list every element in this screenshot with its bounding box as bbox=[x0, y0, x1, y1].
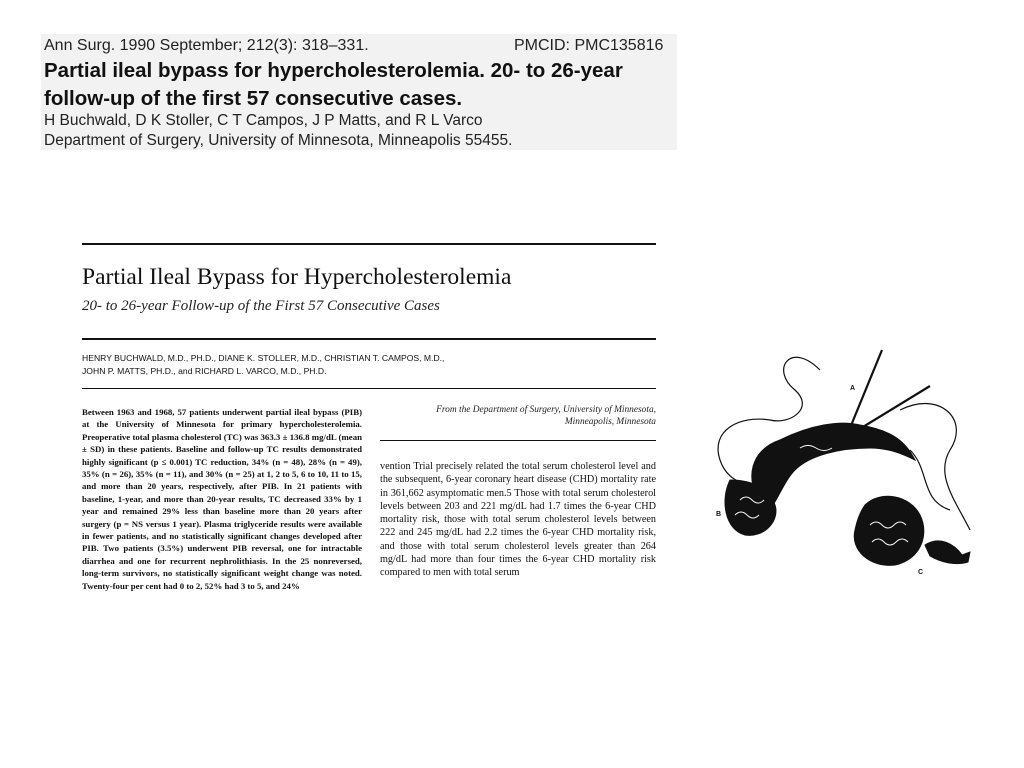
article-scan bbox=[82, 238, 657, 608]
authors-rule bbox=[82, 388, 656, 389]
bowel-drawing bbox=[700, 330, 990, 590]
affiliation-line-1: From the Department of Surgery, University of Minnesota, bbox=[436, 405, 656, 415]
label-c: C bbox=[918, 569, 924, 576]
label-b: B bbox=[716, 511, 722, 518]
citation-authors: H Buchwald, D K Stoller, C T Campos, J P Matts, and R L Varco bbox=[44, 112, 483, 129]
top-rule bbox=[82, 243, 656, 245]
journal-reference: Ann Surg. 1990 September; 212(3): 318–331. bbox=[44, 37, 369, 54]
citation-title: Partial ileal bypass for hypercholesterolemia. 20- to 26-year follow-up of the first 57 consecutive cases. bbox=[44, 59, 623, 110]
citation-header bbox=[41, 34, 677, 150]
bowel-loop-inner bbox=[910, 450, 950, 510]
affiliation-line-2: Minneapolis, Minnesota bbox=[564, 417, 656, 427]
dark-segment-right bbox=[854, 496, 924, 565]
article-title: Partial Ileal Bypass for Hypercholesterolemia bbox=[82, 264, 512, 290]
dark-segment-clamp bbox=[925, 541, 970, 564]
pmcid: PMCID: PMC135816 bbox=[514, 37, 664, 54]
article-abstract: Between 1963 and 1968, 57 patients underwent partial ileal bypass (PIB) at the University of Minnesota for primary hypercholesterolemia. Preoperative total plasma cholesterol (TC) was 363.3 ± 136.8 mg/dL (mean ± SD) in these patients. Baseline and follow-up TC results demonstrated highly significant (p ≤ 0.001) TC reduction, 34% (n = 48), 28% (n = 49), 35% (n = 26), 35% (n = 11), and 30% (n = 25) at 1, 2 to 5, 6 to 10, 11 to 15, and more than 20 years, respectively, after PIB. In 21 patients with baseline, 1-year, and more than 20-year results, TC decreased 33% by 1 year and remained 29% less than baseline more than 20 years after surgery (p = NS versus 1 year). Plasma triglyceride results were available in fewer patients, and no statistically significant changes developed after PIB. Two patients (3.5%) underwent PIB reversal, one for intractable diarrhea and one for recurrent nephrolithiasis. In the 25 nonreversed, long-term survivors, no statistically significant weight change was noted. Twenty-four per cent had 0 to 2, 52% had 3 to 5, and 24% bbox=[82, 407, 362, 591]
article-authors-line-1: HENRY BUCHWALD, M.D., PH.D., DIANE K. STOLLER, M.D., CHRISTIAN T. CAMPOS, M.D., bbox=[82, 353, 445, 363]
ileal-bypass-illustration bbox=[700, 330, 990, 590]
instrument-clamp bbox=[858, 386, 930, 430]
article-subtitle: 20- to 26-year Follow-up of the First 57 Consecutive Cases bbox=[82, 298, 440, 314]
bowel-loop-top bbox=[770, 357, 820, 421]
article-affiliation bbox=[382, 404, 656, 428]
affiliation-rule bbox=[380, 440, 656, 441]
article-authors bbox=[82, 352, 602, 378]
citation-department: Department of Surgery, University of Minnesota, Minneapolis 55455. bbox=[44, 132, 513, 149]
title-rule bbox=[82, 338, 656, 340]
article-body-text: vention Trial precisely related the total serum cholesterol level and the subsequent, 6-year coronary heart disease (CHD) mortality rate in 361,662 asymptomatic men.5 Those with total serum cholesterol levels between 203 and 221 mg/dL had 1.7 times the 6-year CHD mortality risk, those with total serum cholesterol levels between 222 and 245 mg/dL had 2.2 times the 6-year CHD mortality risk, and those with total serum cholesterol levels greater than 264 mg/dL had more than four times the 6-year CHD mortality risk compared to men with total serum bbox=[380, 461, 656, 579]
article-authors-line-2: JOHN P. MATTS, PH.D., and RICHARD L. VARCO, M.D., PH.D. bbox=[82, 366, 327, 376]
label-a: A bbox=[850, 385, 856, 392]
